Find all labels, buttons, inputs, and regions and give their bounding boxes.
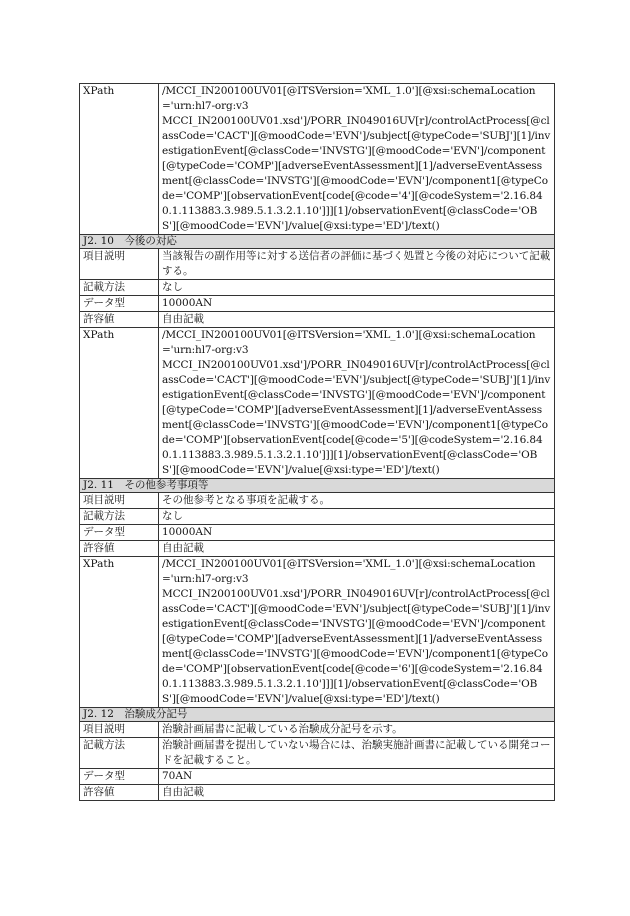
row-label: データ型 bbox=[80, 769, 159, 785]
table-row bbox=[80, 557, 555, 708]
table-row bbox=[80, 738, 555, 769]
row-label: 記載方法 bbox=[80, 280, 159, 296]
xpath-value: /MCCI_IN200100UV01[@ITSVersion='XML_1.0'][@xsi:schemaLocation='urn:hl7-org:v3 MCCI_IN200100UV01.xsd']/PORR_IN049016UV[r]/controlActProcess[@classCode='CACT'][@moodCode='EVN']/subject[@typeCode='SUBJ'][1]/investigationEvent[@classCode='INVSTG'][@moodCode='EVN']/component[@typeCode='COMP'][adverseEventAssessment][1]/adverseEventAssessment[@classCode='INVSTG'][@moodCode='EVN']/component1[@typeCode='COMP'][observationEvent[code[@code='6'][@codeSystem='2.16.840.1.113883.3.989.5.1.3.2.1.10']]][1]/observationEvent[@classCode='OBS'][@moodCode='EVN']/value[@xsi:type='ED']/text() bbox=[159, 557, 555, 708]
table-row bbox=[80, 525, 555, 541]
section-heading-row bbox=[80, 235, 555, 249]
section-heading-row bbox=[80, 708, 555, 722]
row-label: 項目説明 bbox=[80, 493, 159, 509]
row-value: 70AN bbox=[159, 769, 555, 785]
row-label: 記載方法 bbox=[80, 738, 159, 769]
row-label: データ型 bbox=[80, 525, 159, 541]
row-value: なし bbox=[159, 509, 555, 525]
row-label: 許容値 bbox=[80, 785, 159, 801]
table-row bbox=[80, 541, 555, 557]
row-label: 許容値 bbox=[80, 541, 159, 557]
table-row bbox=[80, 493, 555, 509]
table-row bbox=[80, 328, 555, 479]
row-value: 自由記載 bbox=[159, 785, 555, 801]
table-row bbox=[80, 722, 555, 738]
section-heading: J2. 10 今後の対応 bbox=[80, 235, 555, 249]
xpath-value: /MCCI_IN200100UV01[@ITSVersion='XML_1.0'][@xsi:schemaLocation='urn:hl7-org:v3 MCCI_IN200100UV01.xsd']/PORR_IN049016UV[r]/controlActProcess[@classCode='CACT'][@moodCode='EVN']/subject[@typeCode='SUBJ'][1]/investigationEvent[@classCode='INVSTG'][@moodCode='EVN']/component[@typeCode='COMP'][adverseEventAssessment][1]/adverseEventAssessment[@classCode='INVSTG'][@moodCode='EVN']/component1[@typeCode='COMP'][observationEvent[code[@code='4'][@codeSystem='2.16.840.1.113883.3.989.5.1.3.2.1.10']]][1]/observationEvent[@classCode='OBS'][@moodCode='EVN']/value[@xsi:type='ED']/text() bbox=[159, 84, 555, 235]
row-value: 自由記載 bbox=[159, 541, 555, 557]
row-value: 10000AN bbox=[159, 296, 555, 312]
row-value: 自由記載 bbox=[159, 312, 555, 328]
table-row bbox=[80, 509, 555, 525]
row-label: XPath bbox=[80, 557, 159, 708]
table-row bbox=[80, 769, 555, 785]
row-label: XPath bbox=[80, 328, 159, 479]
row-label: データ型 bbox=[80, 296, 159, 312]
row-label: XPath bbox=[80, 84, 159, 235]
table-row bbox=[80, 296, 555, 312]
row-label: 項目説明 bbox=[80, 722, 159, 738]
section-heading: J2. 12 治験成分記号 bbox=[80, 708, 555, 722]
row-value: 10000AN bbox=[159, 525, 555, 541]
xpath-value: /MCCI_IN200100UV01[@ITSVersion='XML_1.0'][@xsi:schemaLocation='urn:hl7-org:v3 MCCI_IN200100UV01.xsd']/PORR_IN049016UV[r]/controlActProcess[@classCode='CACT'][@moodCode='EVN']/subject[@typeCode='SUBJ'][1]/investigationEvent[@classCode='INVSTG'][@moodCode='EVN']/component[@typeCode='COMP'][adverseEventAssessment][1]/adverseEventAssessment[@classCode='INVSTG'][@moodCode='EVN']/component1[@typeCode='COMP'][observationEvent[code[@code='5'][@codeSystem='2.16.840.1.113883.3.989.5.1.3.2.1.10']]][1]/observationEvent[@classCode='OBS'][@moodCode='EVN']/value[@xsi:type='ED']/text() bbox=[159, 328, 555, 479]
table-row bbox=[80, 84, 555, 235]
row-value: 当該報告の副作用等に対する送信者の評価に基づく処置と今後の対応について記載する。 bbox=[159, 249, 555, 280]
row-value: その他参考となる事項を記載する。 bbox=[159, 493, 555, 509]
spec-table bbox=[79, 83, 555, 801]
row-label: 許容値 bbox=[80, 312, 159, 328]
section-heading: J2. 11 その他参考事項等 bbox=[80, 479, 555, 493]
row-value: 治験計画届書に記載している治験成分記号を示す。 bbox=[159, 722, 555, 738]
table-row bbox=[80, 280, 555, 296]
table-row bbox=[80, 312, 555, 328]
row-value: 治験計画届書を提出していない場合には、治験実施計画書に記載している開発コードを記載すること。 bbox=[159, 738, 555, 769]
table-row bbox=[80, 249, 555, 280]
row-value: なし bbox=[159, 280, 555, 296]
table-row bbox=[80, 785, 555, 801]
section-heading-row bbox=[80, 479, 555, 493]
row-label: 記載方法 bbox=[80, 509, 159, 525]
row-label: 項目説明 bbox=[80, 249, 159, 280]
